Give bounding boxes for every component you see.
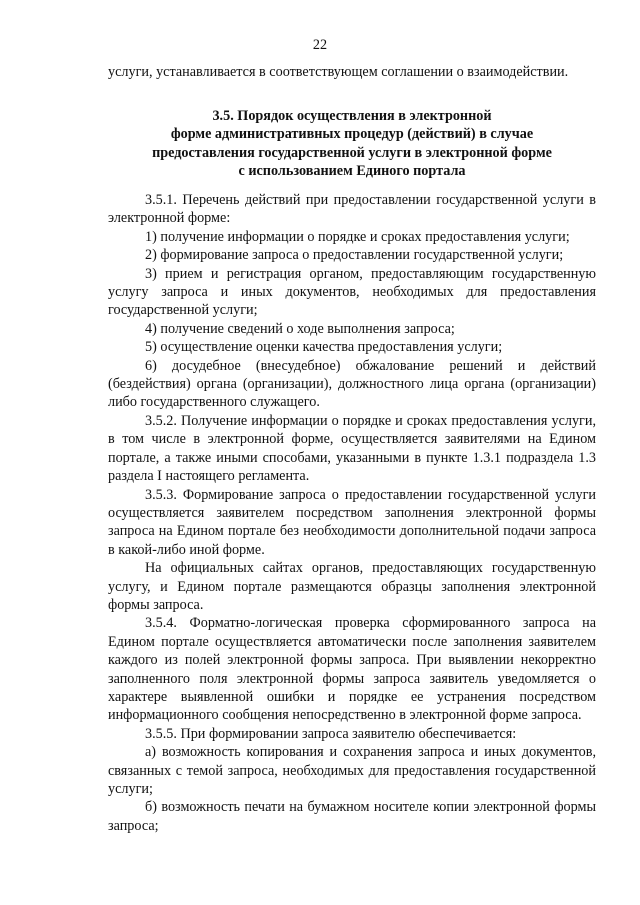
section-heading — [108, 107, 596, 181]
paragraph: 4) получение сведений о ходе выполнения запроса; — [145, 320, 455, 337]
top-paragraph: услуги, устанавливается в соответствующем соглашении о взаимодействии. — [108, 64, 569, 80]
heading-line: с использованием Единого портала — [238, 163, 466, 180]
top-paragraph-block — [108, 63, 596, 81]
paragraph: 6) досудебное (внесудебное) обжалование решений и действий (бездействия) органа (организации), должностного лица органа (организации) либо государственного служащего. — [108, 357, 596, 411]
paragraph: 3) прием и регистрация органом, предоставляющим государственную услугу запроса и иных документов, необходимых для предоставления государственной услуги; — [108, 265, 596, 319]
paragraph: 3.5.1. Перечень действий при предоставлении государственной услуги в электронной форме: — [108, 192, 596, 227]
paragraph: На официальных сайтах органов, предоставляющих государственную услугу, и Едином портале размещаются образцы заполнения электронной формы запроса. — [108, 560, 596, 613]
heading-line: форме административных процедур (действий) в случае — [170, 126, 534, 143]
page-number: 22 — [312, 37, 328, 53]
paragraph: б) возможность печати на бумажном носителе копии электронной формы запроса; — [108, 799, 596, 834]
paragraph: 5) осуществление оценки качества предоставления услуги; — [145, 339, 503, 356]
paragraph: 3.5.3. Формирование запроса о предоставлении государственной услуги осуществляется заявителем посредством заполнения электронной формы запроса на Едином портале без необходимости дополнительной подачи запроса в какой-либо иной форме. — [108, 486, 596, 558]
paragraph: 3.5.4. Форматно-логическая проверка сформированного запроса на Едином портале осуществляется автоматически после заполнения заявителем каждого из полей электронной формы запроса. При выявлении некорректно заполненного поля электронной формы запроса заявитель уведомляется о характере выявленной ошибки и порядке ее устранения посредством информационного сообщения непосредственно в электронной форме запроса. — [108, 615, 596, 724]
paragraph: 1) получение информации о порядке и сроках предоставления услуги; — [145, 228, 570, 245]
heading-line: предоставления государственной услуги в электронной форме — [152, 144, 552, 161]
paragraph: а) возможность копирования и сохранения запроса и иных документов, связанных с темой запроса, необходимых для предоставления государственной услуги; — [108, 744, 596, 797]
paragraph: 2) формирование запроса о предоставлении государственной услуги; — [145, 247, 564, 264]
section-body — [108, 191, 596, 835]
paragraph: 3.5.5. При формировании запроса заявителю обеспечивается: — [145, 725, 517, 742]
heading-line: 3.5. Порядок осуществления в электронной — [212, 108, 492, 124]
paragraph: 3.5.2. Получение информации о порядке и сроках предоставления услуги, в том числе в электронной форме, осуществляется заявителями на Едином портале, а также иными способами, указанными в пункте 1.3.1 подраздела 1.3 раздела I настоящего регламента. — [108, 412, 596, 485]
